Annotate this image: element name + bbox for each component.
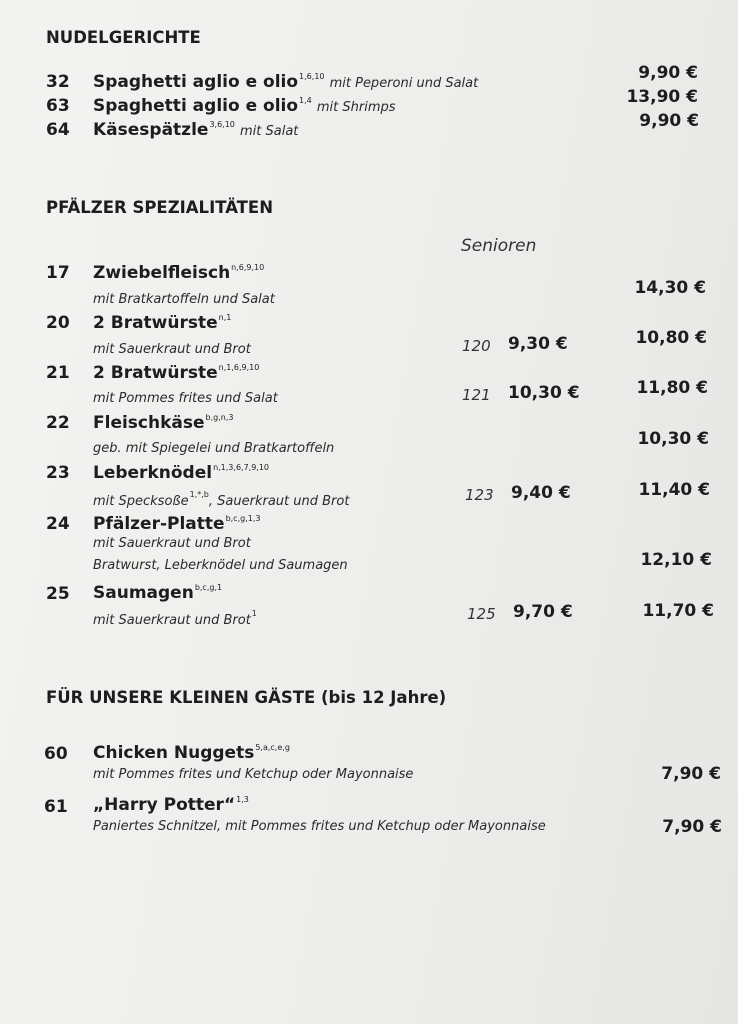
item-name: 2 Bratwürste: [93, 313, 218, 333]
senior-item-number: 123: [465, 486, 494, 504]
item-name: „Harry Potter“: [93, 795, 236, 815]
item-number: 32: [46, 72, 70, 92]
senior-item-number: 120: [462, 337, 491, 355]
item-description: [93, 609, 257, 628]
item-number: 23: [46, 463, 70, 483]
item-number: 20: [46, 313, 70, 333]
item-price: 9,90 €: [639, 111, 699, 131]
item-price: 11,70 €: [642, 601, 714, 621]
item-number: 61: [44, 797, 68, 817]
item-name: Käsespätzle: [93, 120, 209, 140]
seniors-column-header: Senioren: [461, 236, 537, 256]
menu-item: [93, 120, 298, 140]
menu-item: [93, 795, 249, 815]
item-number: 25: [46, 584, 70, 604]
allergen-codes: 3,6,10: [209, 120, 235, 129]
item-price: 9,90 €: [638, 63, 698, 83]
menu-item: [93, 96, 396, 116]
senior-price: 9,30 €: [508, 334, 568, 354]
allergen-codes: n,6,9,10: [231, 263, 265, 272]
menu-item: [93, 743, 290, 763]
item-description: mit Shrimps: [316, 100, 396, 115]
item-number: 21: [46, 363, 70, 383]
item-price: 7,90 €: [662, 817, 722, 837]
description-part: mit Sauerkraut und Brot: [93, 613, 251, 628]
allergen-codes: 1: [251, 609, 257, 618]
allergen-codes: 1,3: [236, 795, 249, 804]
item-name: Spaghetti aglio e olio: [93, 72, 299, 92]
item-description: mit Peperoni und Salat: [329, 76, 479, 91]
item-description: Paniertes Schnitzel, mit Pommes frites und Ketchup oder Mayonnaise: [93, 819, 546, 834]
menu-item: [93, 263, 264, 283]
item-price: 10,30 €: [637, 429, 709, 449]
item-name: Chicken Nuggets: [93, 743, 255, 763]
menu-item: [93, 514, 260, 534]
item-price: 11,40 €: [638, 480, 710, 500]
allergen-codes: b,c,g,1,3: [225, 514, 261, 523]
item-number: 24: [46, 514, 70, 534]
senior-price: 9,40 €: [511, 483, 571, 503]
item-price: 13,90 €: [626, 87, 698, 107]
section-title-noodles: NUDELGERICHTE: [46, 28, 201, 47]
item-name: 2 Bratwürste: [93, 363, 218, 383]
item-number: 60: [44, 744, 68, 764]
item-price: 7,90 €: [661, 764, 721, 784]
allergen-codes: 1,6,10: [299, 72, 325, 81]
menu-item: [93, 72, 478, 92]
item-description: mit Sauerkraut und Brot: [93, 342, 251, 357]
item-name: Fleischkäse: [93, 413, 205, 433]
description-part: , Sauerkraut und Brot: [208, 494, 350, 509]
allergen-codes: n,1,3,6,7,9,10: [213, 463, 270, 472]
item-name: Zwiebelfleisch: [93, 263, 231, 283]
menu-item: [93, 583, 222, 603]
allergen-codes: 1,4: [299, 96, 312, 105]
item-price: 14,30 €: [634, 278, 706, 298]
item-description: mit Pommes frites und Ketchup oder Mayonnaise: [93, 767, 414, 782]
menu-item: [93, 463, 269, 483]
senior-price: 9,70 €: [513, 602, 573, 622]
allergen-codes: b,g,n,3: [205, 413, 234, 422]
item-description: mit Pommes frites und Salat: [93, 391, 278, 406]
item-number: 63: [46, 96, 70, 116]
item-description-2: Bratwurst, Leberknödel und Saumagen: [93, 558, 348, 573]
item-name: Leberknödel: [93, 463, 213, 483]
senior-price: 10,30 €: [508, 383, 580, 403]
item-name: Pfälzer-Platte: [93, 514, 225, 534]
item-price: 10,80 €: [635, 328, 707, 348]
item-price: 12,10 €: [640, 550, 712, 570]
item-description: mit Salat: [239, 124, 299, 139]
item-number: 22: [46, 413, 70, 433]
menu-item: [93, 363, 259, 383]
item-name: Saumagen: [93, 583, 194, 603]
description-part: mit Specksoße: [93, 494, 189, 509]
item-price: 11,80 €: [636, 378, 708, 398]
item-description: [93, 490, 349, 509]
allergen-codes: 5,a,c,e,g: [255, 743, 290, 752]
item-description: mit Sauerkraut und Brot: [93, 536, 251, 551]
section-title-kids: FÜR UNSERE KLEINEN GÄSTE (bis 12 Jahre): [46, 688, 447, 707]
allergen-codes: n,1,6,9,10: [218, 363, 260, 372]
menu-item: [93, 413, 233, 433]
item-name: Spaghetti aglio e olio: [93, 96, 299, 116]
allergen-codes: n,1: [218, 313, 232, 322]
senior-item-number: 125: [467, 605, 496, 623]
section-title-palatinate: PFÄLZER SPEZIALITÄTEN: [46, 198, 274, 217]
senior-item-number: 121: [462, 386, 491, 404]
allergen-codes: b,c,g,1: [194, 583, 223, 592]
allergen-codes: 1,*,b: [189, 490, 209, 499]
item-number: 17: [46, 263, 70, 283]
item-description: mit Bratkartoffeln und Salat: [93, 292, 275, 307]
menu-item: [93, 313, 231, 333]
item-number: 64: [46, 120, 70, 140]
item-description: geb. mit Spiegelei und Bratkartoffeln: [93, 441, 335, 456]
